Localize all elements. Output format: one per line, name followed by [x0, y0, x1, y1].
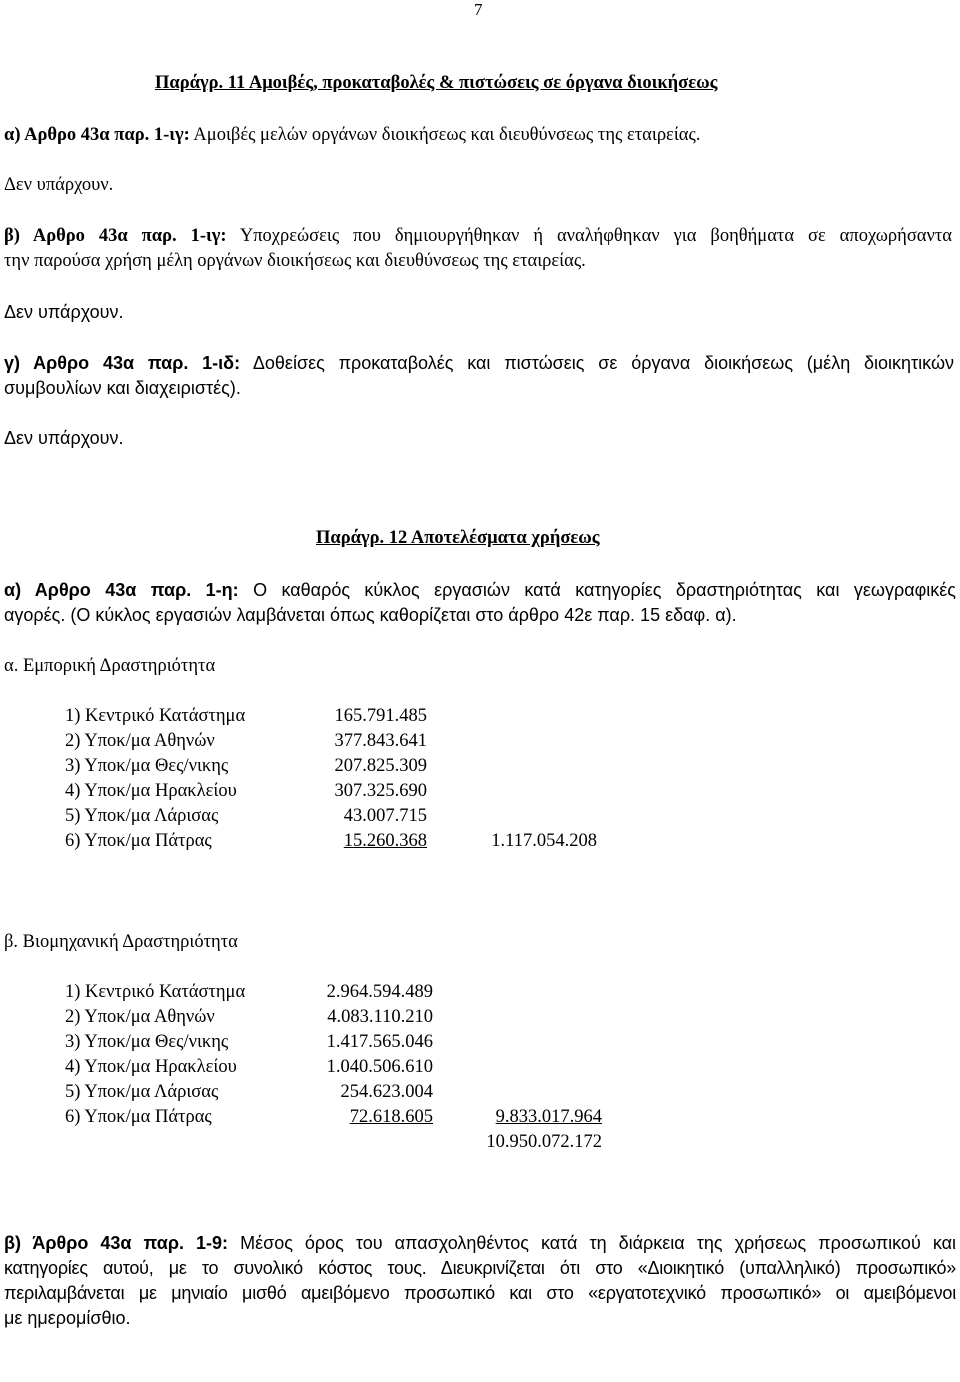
row-value: 4.083.110.210 [327, 1007, 433, 1027]
row-label: 6) Υποκ/μα Πάτρας [65, 1107, 212, 1127]
sec11-c-line1 [4, 353, 954, 374]
row-label: 3) Υποκ/μα Θες/νικης [65, 1032, 229, 1052]
section-12-title: Παράγρ. 12 Αποτελέσματα χρήσεως [316, 528, 600, 548]
sec12-b-text1: Μέσος όρος του απασχοληθέντος κατά τη διάρκεια της χρήσεως προσωπικού και [240, 1233, 957, 1253]
sec11-b-none: Δεν υπάρχουν. [4, 302, 124, 322]
page-number: 7 [474, 0, 483, 19]
sec11-c-none: Δεν υπάρχουν. [4, 428, 124, 448]
row-value: 377.843.641 [334, 731, 427, 751]
row-value: 15.260.368 [343, 831, 427, 851]
section-11-title: Παράγρ. 11 Αμοιβές, προκαταβολές & πιστώσεις σε όργανα διοικήσεως [155, 73, 718, 93]
sec11-a-line [4, 125, 700, 146]
table-row [0, 1132, 960, 1156]
commercial-title: α. Εμπορική Δραστηριότητα [4, 656, 216, 676]
row-label: 2) Υποκ/μα Αθηνών [65, 731, 215, 751]
table-row [0, 1032, 960, 1056]
row-label: 1) Κεντρικό Κατάστημα [65, 982, 246, 1002]
sec12-b-line2: κατηγορίες αυτού, με το συνολικό κόστος τους. Διευκρινίζεται ότι στο «Διοικητικό (υπαλληλικό) προσωπικό» [4, 1258, 956, 1278]
commercial-total: 1.117.054.208 [491, 831, 597, 851]
sec12-b-line1 [4, 1233, 956, 1254]
table-row [0, 1082, 960, 1106]
sec11-c-text1: Δοθείσες προκαταβολές και πιστώσεις σε όργανα διοικήσεως (μέλη διοικητικών [252, 353, 954, 373]
sec12-a-text1: Ο καθαρός κύκλος εργασιών κατά κατηγορίες δραστηριότητας και γεωγραφικές [253, 580, 956, 600]
table-row [0, 756, 960, 780]
table-row [0, 781, 960, 805]
sec12-b-ref: β) Άρθρο 43α παρ. 1-9: [4, 1233, 229, 1253]
industrial-title: β. Βιομηχανική Δραστηριότητα [4, 932, 238, 952]
row-value: 2.964.594.489 [326, 982, 433, 1002]
row-label: 2) Υποκ/μα Αθηνών [65, 1007, 215, 1027]
table-row [0, 731, 960, 755]
row-value: 43.007.715 [343, 806, 427, 826]
sec11-b-line2: την παρούσα χρήση μέλη οργάνων διοικήσεως και διευθύνσεως της εταιρείας. [4, 251, 586, 271]
sec12-b-line4: με ημερομίσθιο. [4, 1308, 131, 1328]
row-value: 1.417.565.046 [326, 1032, 433, 1052]
sec11-b-text1: Υποχρεώσεις που δημιουργήθηκαν ή αναλήφθηκαν για βοηθήματα σε αποχωρήσαντα [239, 226, 952, 246]
sec11-b-ref: β) Αρθρο 43α παρ. 1-ιγ: [4, 226, 227, 246]
sec11-a-ref: α) Αρθρο 43α παρ. 1-ιγ: [4, 125, 190, 145]
sec11-a-text: Αμοιβές μελών οργάνων διοικήσεως και διευθύνσεως της εταιρείας. [193, 125, 701, 145]
table-row [0, 806, 960, 830]
industrial-total: 9.833.017.964 [495, 1107, 602, 1127]
sec11-c-line2: συμβουλίων και διαχειριστές). [4, 378, 241, 398]
sec12-a-line1 [4, 580, 956, 601]
row-label: 3) Υποκ/μα Θες/νικης [65, 756, 229, 776]
row-label: 4) Υποκ/μα Ηρακλείου [65, 1057, 237, 1077]
sec11-b-line1 [4, 226, 952, 247]
grand-total: 10.950.072.172 [486, 1132, 602, 1152]
row-label: 5) Υποκ/μα Λάρισας [65, 806, 219, 826]
table-row [0, 706, 960, 730]
row-label: 1) Κεντρικό Κατάστημα [65, 706, 246, 726]
row-value: 72.618.605 [349, 1107, 433, 1127]
table-row [0, 1107, 960, 1131]
table-row [0, 1057, 960, 1081]
table-row [0, 831, 960, 855]
row-value: 165.791.485 [334, 706, 427, 726]
row-label: 4) Υποκ/μα Ηρακλείου [65, 781, 237, 801]
sec11-c-ref: γ) Αρθρο 43α παρ. 1-ιδ: [4, 353, 241, 373]
table-row [0, 1007, 960, 1031]
row-value: 307.325.690 [334, 781, 427, 801]
row-value: 1.040.506.610 [326, 1057, 433, 1077]
sec11-a-none: Δεν υπάρχουν. [4, 175, 114, 195]
row-value: 207.825.309 [334, 756, 427, 776]
table-row [0, 982, 960, 1006]
sec12-b-line3: περιλαμβάνεται με μηνιαίο μισθό αμειβόμενο προσωπικό και στο «εργατοτεχνικό προσωπικό» οι αμειβόμενοι [4, 1283, 956, 1303]
row-label: 5) Υποκ/μα Λάρισας [65, 1082, 219, 1102]
row-label: 6) Υποκ/μα Πάτρας [65, 831, 212, 851]
row-value: 254.623.004 [340, 1082, 433, 1102]
sec12-a-line2: αγορές. (Ο κύκλος εργασιών λαμβάνεται όπως καθορίζεται στο άρθρο 42ε παρ. 15 εδαφ. α). [4, 605, 737, 625]
sec12-a-ref: α) Αρθρο 43α παρ. 1-η: [4, 580, 239, 600]
